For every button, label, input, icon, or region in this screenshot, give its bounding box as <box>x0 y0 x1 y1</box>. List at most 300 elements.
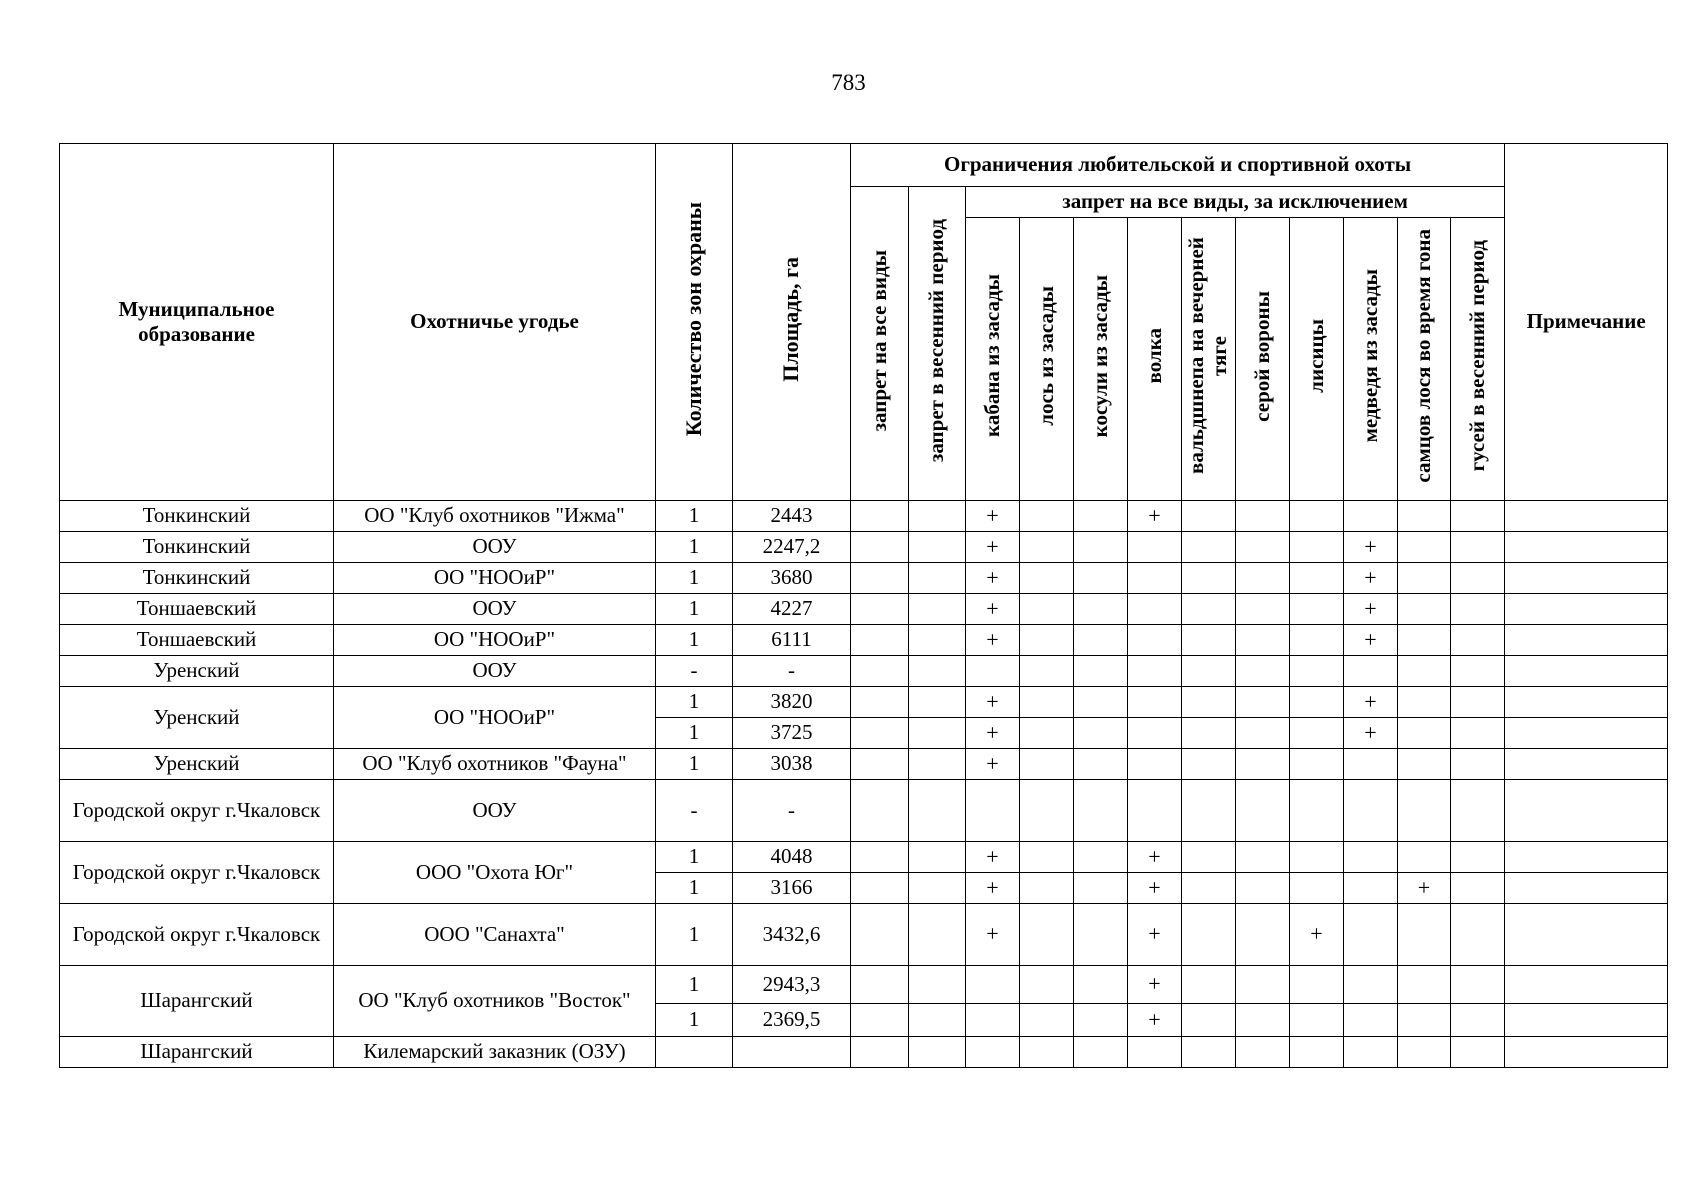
cell-mark <box>966 656 1020 687</box>
cell-mark <box>1182 1004 1236 1037</box>
cell-mark <box>1398 563 1451 594</box>
cell-zones: 1 <box>656 563 733 594</box>
table-row <box>60 1037 1668 1068</box>
cell-hunting-ground: ООУ <box>334 656 656 687</box>
cell-mark <box>1020 749 1074 780</box>
cell-mark <box>1344 1037 1398 1068</box>
cell-mark <box>851 780 909 842</box>
cell-zones: 1 <box>656 749 733 780</box>
cell-mark <box>851 532 909 563</box>
cell-mark: + <box>1128 873 1182 904</box>
cell-mark <box>1236 718 1290 749</box>
header-except-geese: гусей в весенний период <box>1451 218 1505 501</box>
cell-mark <box>1074 873 1128 904</box>
cell-area: 6111 <box>733 625 851 656</box>
cell-mark <box>1074 1037 1128 1068</box>
cell-area: 4227 <box>733 594 851 625</box>
table-row <box>60 501 1668 532</box>
cell-zones: 1 <box>656 532 733 563</box>
cell-mark <box>1020 904 1074 966</box>
cell-mark: + <box>966 842 1020 873</box>
cell-mark <box>1290 1037 1344 1068</box>
cell-mark: + <box>966 749 1020 780</box>
cell-area: 3725 <box>733 718 851 749</box>
cell-area: 2369,5 <box>733 1004 851 1037</box>
header-area: Площадь, га <box>733 144 851 501</box>
cell-hunting-ground: ОО "Клуб охотников "Фауна" <box>334 749 656 780</box>
cell-mark: + <box>966 594 1020 625</box>
cell-mark <box>1128 780 1182 842</box>
cell-mark <box>1344 749 1398 780</box>
table-row <box>60 966 1668 1004</box>
cell-mark <box>1074 842 1128 873</box>
cell-mark <box>1451 718 1505 749</box>
cell-mark <box>1020 1004 1074 1037</box>
cell-zones: 1 <box>656 904 733 966</box>
cell-mark <box>1182 966 1236 1004</box>
cell-mark <box>1236 780 1290 842</box>
cell-note <box>1505 594 1668 625</box>
cell-mark <box>1290 563 1344 594</box>
cell-municipality: Шарангский <box>60 1037 334 1068</box>
cell-mark <box>1451 532 1505 563</box>
header-ban-except: запрет на все виды, за исключением <box>966 187 1505 218</box>
cell-mark <box>1128 749 1182 780</box>
cell-mark <box>1182 625 1236 656</box>
cell-mark: + <box>1344 687 1398 718</box>
cell-area: - <box>733 780 851 842</box>
cell-mark <box>909 1037 966 1068</box>
cell-area <box>733 1037 851 1068</box>
cell-mark <box>1344 501 1398 532</box>
header-ban-all: запрет на все виды <box>851 187 909 501</box>
header-zones-count: Количество зон охраны <box>656 144 733 501</box>
cell-mark <box>1398 842 1451 873</box>
cell-mark <box>1398 1004 1451 1037</box>
cell-mark <box>1398 966 1451 1004</box>
cell-mark <box>1451 656 1505 687</box>
cell-mark <box>1398 501 1451 532</box>
cell-mark <box>1236 749 1290 780</box>
cell-mark <box>1236 873 1290 904</box>
cell-hunting-ground: Килемарский заказник (ОЗУ) <box>334 1037 656 1068</box>
cell-mark <box>851 904 909 966</box>
cell-area: 2443 <box>733 501 851 532</box>
cell-mark <box>1020 687 1074 718</box>
cell-mark <box>1020 532 1074 563</box>
header-except-elk: лось из засады <box>1020 218 1074 501</box>
cell-zones: 1 <box>656 594 733 625</box>
cell-mark <box>1074 749 1128 780</box>
cell-mark <box>851 842 909 873</box>
hunting-restrictions-table <box>59 143 1668 1068</box>
cell-mark <box>1128 594 1182 625</box>
cell-zones: 1 <box>656 625 733 656</box>
cell-hunting-ground: ООО "Охота Юг" <box>334 842 656 904</box>
cell-mark: + <box>966 532 1020 563</box>
cell-mark <box>1398 594 1451 625</box>
cell-zones: - <box>656 780 733 842</box>
cell-municipality: Шарангский <box>60 966 334 1037</box>
cell-mark <box>1074 966 1128 1004</box>
cell-mark: + <box>966 718 1020 749</box>
header-except-fox: лисицы <box>1290 218 1344 501</box>
cell-municipality: Тонкинский <box>60 501 334 532</box>
cell-area: 4048 <box>733 842 851 873</box>
cell-zones: 1 <box>656 1004 733 1037</box>
cell-mark <box>1344 1004 1398 1037</box>
page-number: 783 <box>831 70 866 95</box>
cell-municipality: Уренский <box>60 687 334 749</box>
cell-mark <box>1182 656 1236 687</box>
cell-area: 3432,6 <box>733 904 851 966</box>
cell-mark <box>1182 904 1236 966</box>
cell-note <box>1505 501 1668 532</box>
cell-mark <box>909 1004 966 1037</box>
cell-mark: + <box>966 625 1020 656</box>
cell-mark <box>1451 563 1505 594</box>
cell-mark <box>1451 687 1505 718</box>
cell-mark <box>851 873 909 904</box>
cell-mark <box>909 780 966 842</box>
cell-mark <box>1290 687 1344 718</box>
cell-mark <box>851 1004 909 1037</box>
cell-mark <box>909 873 966 904</box>
cell-note <box>1505 532 1668 563</box>
cell-mark <box>1290 873 1344 904</box>
table-row <box>60 749 1668 780</box>
cell-note <box>1505 780 1668 842</box>
cell-mark <box>1128 1037 1182 1068</box>
cell-area: 3038 <box>733 749 851 780</box>
cell-mark <box>1074 625 1128 656</box>
cell-mark <box>1182 687 1236 718</box>
cell-mark <box>851 594 909 625</box>
cell-mark <box>909 749 966 780</box>
table-row <box>60 563 1668 594</box>
cell-mark <box>1020 656 1074 687</box>
header-except-elk-rut: самцов лося во время гона <box>1398 218 1451 501</box>
cell-mark <box>1182 563 1236 594</box>
cell-note <box>1505 966 1668 1004</box>
cell-note <box>1505 687 1668 718</box>
cell-hunting-ground: ОО "НООиР" <box>334 687 656 749</box>
cell-area: 3820 <box>733 687 851 718</box>
table-row <box>60 532 1668 563</box>
cell-mark: + <box>966 904 1020 966</box>
header-restrictions: Ограничения любительской и спортивной охоты <box>851 144 1505 187</box>
cell-mark <box>1236 532 1290 563</box>
cell-note <box>1505 656 1668 687</box>
cell-mark <box>1398 1037 1451 1068</box>
cell-mark <box>1020 501 1074 532</box>
cell-mark <box>851 718 909 749</box>
cell-mark <box>1236 563 1290 594</box>
cell-mark <box>1451 873 1505 904</box>
cell-mark <box>1182 749 1236 780</box>
cell-zones: 1 <box>656 501 733 532</box>
cell-mark <box>1128 687 1182 718</box>
cell-mark: + <box>1398 873 1451 904</box>
cell-mark <box>1182 780 1236 842</box>
cell-mark: + <box>1128 501 1182 532</box>
cell-mark <box>909 656 966 687</box>
cell-mark <box>909 532 966 563</box>
header-except-crow: серой вороны <box>1236 218 1290 501</box>
cell-hunting-ground: ОО "Клуб охотников "Восток" <box>334 966 656 1037</box>
cell-area: - <box>733 656 851 687</box>
cell-mark <box>1398 749 1451 780</box>
cell-mark <box>909 904 966 966</box>
cell-mark <box>1290 625 1344 656</box>
cell-municipality: Тоншаевский <box>60 594 334 625</box>
cell-mark <box>1398 656 1451 687</box>
cell-mark <box>851 656 909 687</box>
cell-mark <box>1451 1037 1505 1068</box>
cell-mark <box>1128 718 1182 749</box>
cell-hunting-ground: ООУ <box>334 532 656 563</box>
cell-mark <box>1236 625 1290 656</box>
cell-note <box>1505 563 1668 594</box>
cell-mark: + <box>1290 904 1344 966</box>
cell-mark: + <box>966 687 1020 718</box>
cell-mark <box>909 718 966 749</box>
cell-hunting-ground: ООО "Санахта" <box>334 904 656 966</box>
cell-area: 2943,3 <box>733 966 851 1004</box>
table-row <box>60 656 1668 687</box>
cell-mark: + <box>1344 532 1398 563</box>
cell-area: 2247,2 <box>733 532 851 563</box>
cell-mark <box>1344 966 1398 1004</box>
cell-area: 3680 <box>733 563 851 594</box>
cell-mark <box>1074 780 1128 842</box>
cell-mark: + <box>966 873 1020 904</box>
cell-mark <box>1290 718 1344 749</box>
cell-note <box>1505 749 1668 780</box>
cell-mark <box>1074 532 1128 563</box>
cell-mark <box>851 687 909 718</box>
cell-mark <box>966 966 1020 1004</box>
cell-mark: + <box>1344 563 1398 594</box>
cell-municipality: Тоншаевский <box>60 625 334 656</box>
cell-mark <box>1236 904 1290 966</box>
cell-municipality: Уренский <box>60 749 334 780</box>
cell-mark <box>1398 687 1451 718</box>
cell-municipality: Городской округ г.Чкаловск <box>60 904 334 966</box>
cell-mark <box>1236 842 1290 873</box>
cell-mark <box>1451 842 1505 873</box>
cell-mark <box>1344 780 1398 842</box>
cell-hunting-ground: ОО "НООиР" <box>334 625 656 656</box>
cell-note <box>1505 904 1668 966</box>
cell-mark <box>1398 625 1451 656</box>
cell-mark <box>1020 780 1074 842</box>
cell-mark <box>1020 842 1074 873</box>
cell-hunting-ground: ООУ <box>334 780 656 842</box>
cell-mark <box>1451 594 1505 625</box>
cell-mark <box>966 1037 1020 1068</box>
cell-note <box>1505 1037 1668 1068</box>
cell-area: 3166 <box>733 873 851 904</box>
cell-note <box>1505 718 1668 749</box>
cell-hunting-ground: ОО "Клуб охотников "Ижма" <box>334 501 656 532</box>
cell-mark: + <box>1128 904 1182 966</box>
header-ban-spring: запрет в весенний период <box>909 187 966 501</box>
cell-mark <box>1451 966 1505 1004</box>
cell-mark <box>1290 532 1344 563</box>
cell-mark <box>1290 594 1344 625</box>
cell-mark <box>1290 501 1344 532</box>
cell-mark <box>1020 873 1074 904</box>
table-row <box>60 904 1668 966</box>
cell-mark <box>1236 687 1290 718</box>
cell-mark: + <box>1128 966 1182 1004</box>
cell-hunting-ground: ОО "НООиР" <box>334 563 656 594</box>
cell-mark <box>1182 594 1236 625</box>
cell-mark <box>1236 594 1290 625</box>
header-except-boar: кабана из засады <box>966 218 1020 501</box>
cell-mark <box>1074 718 1128 749</box>
cell-mark <box>966 780 1020 842</box>
cell-mark <box>1236 966 1290 1004</box>
cell-hunting-ground: ООУ <box>334 594 656 625</box>
cell-zones: 1 <box>656 718 733 749</box>
table-row <box>60 594 1668 625</box>
cell-mark <box>1451 749 1505 780</box>
cell-municipality: Тонкинский <box>60 563 334 594</box>
cell-mark <box>1182 532 1236 563</box>
cell-mark <box>1128 563 1182 594</box>
cell-mark <box>851 563 909 594</box>
cell-mark <box>1074 563 1128 594</box>
cell-mark <box>851 749 909 780</box>
cell-mark <box>851 966 909 1004</box>
cell-mark <box>1020 1037 1074 1068</box>
cell-mark <box>1020 966 1074 1004</box>
cell-mark <box>1074 687 1128 718</box>
cell-mark <box>1344 656 1398 687</box>
cell-note <box>1505 1004 1668 1037</box>
cell-mark: + <box>1344 625 1398 656</box>
cell-note <box>1505 842 1668 873</box>
cell-mark <box>1182 842 1236 873</box>
cell-note <box>1505 873 1668 904</box>
cell-mark <box>1128 656 1182 687</box>
header-except-woodcock: вальдшнепа на вечерней тяге <box>1182 218 1236 501</box>
cell-mark <box>1236 501 1290 532</box>
cell-municipality: Тонкинский <box>60 532 334 563</box>
cell-mark <box>909 687 966 718</box>
cell-mark <box>851 1037 909 1068</box>
cell-mark <box>1344 842 1398 873</box>
header-except-wolf: волка <box>1128 218 1182 501</box>
cell-mark <box>1182 873 1236 904</box>
cell-mark <box>1020 718 1074 749</box>
cell-mark <box>966 1004 1020 1037</box>
table-row <box>60 842 1668 873</box>
cell-mark <box>1074 1004 1128 1037</box>
cell-mark <box>1451 501 1505 532</box>
cell-mark <box>1020 594 1074 625</box>
cell-mark <box>1344 873 1398 904</box>
header-hunting-ground: Охотничье угодье <box>334 144 656 501</box>
cell-mark <box>1290 842 1344 873</box>
cell-mark: + <box>966 563 1020 594</box>
cell-mark <box>1128 532 1182 563</box>
cell-municipality: Городской округ г.Чкаловск <box>60 842 334 904</box>
cell-mark <box>1451 904 1505 966</box>
cell-mark <box>1020 625 1074 656</box>
cell-mark: + <box>966 501 1020 532</box>
cell-mark <box>851 625 909 656</box>
cell-mark <box>1074 904 1128 966</box>
cell-mark <box>909 594 966 625</box>
cell-mark <box>1290 656 1344 687</box>
cell-mark <box>1128 625 1182 656</box>
cell-mark <box>1074 656 1128 687</box>
cell-mark <box>1398 904 1451 966</box>
cell-mark <box>1236 1037 1290 1068</box>
cell-mark <box>909 563 966 594</box>
cell-mark <box>909 966 966 1004</box>
cell-mark <box>909 625 966 656</box>
cell-zones: 1 <box>656 687 733 718</box>
cell-mark <box>1290 780 1344 842</box>
header-municipality: Муниципальное образование <box>60 144 334 501</box>
cell-mark <box>1398 718 1451 749</box>
cell-mark <box>1451 625 1505 656</box>
cell-mark <box>1020 563 1074 594</box>
cell-zones: 1 <box>656 842 733 873</box>
cell-mark <box>1344 904 1398 966</box>
cell-municipality: Городской округ г.Чкаловск <box>60 780 334 842</box>
header-except-bear: медведя из засады <box>1344 218 1398 501</box>
table-row <box>60 625 1668 656</box>
cell-mark <box>909 501 966 532</box>
cell-mark <box>1290 1004 1344 1037</box>
table-row <box>60 780 1668 842</box>
cell-mark <box>909 842 966 873</box>
cell-mark <box>1236 656 1290 687</box>
cell-zones: 1 <box>656 873 733 904</box>
cell-mark <box>1290 749 1344 780</box>
cell-mark <box>1398 780 1451 842</box>
cell-note <box>1505 625 1668 656</box>
cell-mark: + <box>1128 1004 1182 1037</box>
table-row <box>60 687 1668 718</box>
cell-municipality: Уренский <box>60 656 334 687</box>
cell-mark: + <box>1344 594 1398 625</box>
cell-zones: - <box>656 656 733 687</box>
cell-mark <box>1182 718 1236 749</box>
cell-zones: 1 <box>656 966 733 1004</box>
cell-mark <box>851 501 909 532</box>
cell-zones <box>656 1037 733 1068</box>
cell-mark: + <box>1344 718 1398 749</box>
cell-mark <box>1398 532 1451 563</box>
header-except-roe: косули из засады <box>1074 218 1128 501</box>
cell-mark <box>1182 1037 1236 1068</box>
cell-mark <box>1074 594 1128 625</box>
cell-mark: + <box>1128 842 1182 873</box>
header-note: Примечание <box>1505 144 1668 501</box>
cell-mark <box>1290 966 1344 1004</box>
cell-mark <box>1074 501 1128 532</box>
cell-mark <box>1451 780 1505 842</box>
cell-mark <box>1451 1004 1505 1037</box>
cell-mark <box>1236 1004 1290 1037</box>
cell-mark <box>1182 501 1236 532</box>
